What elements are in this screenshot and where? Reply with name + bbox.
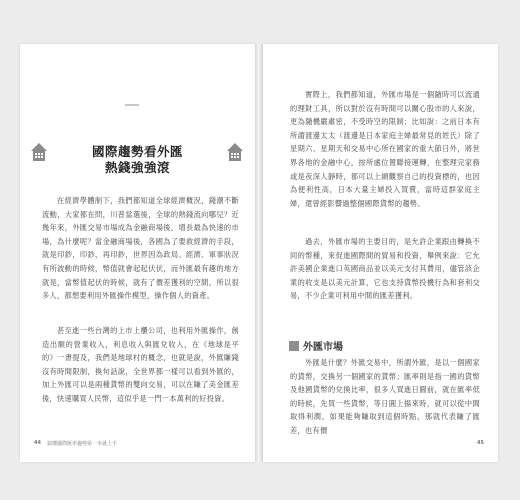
body-paragraph: 甚至進一些台灣的上市上櫃公司，也利用外匯操作，創造出額的營業收入，利息收入與匯兌收入，在《地球是平的》一書提及，我們是地球村的概念，也就是說，外匯賺錢沒有時間限制，換句話說，全世界都一樣可以看到外匯的，加上外匯可以是兩種貨幣的雙向交易，可以在賺了美金匯差後，快速購買人民幣，這似乎是一門一本萬利的好投資。 bbox=[42, 326, 239, 403]
house-icon bbox=[30, 142, 48, 162]
book-title: 搞懂國際匯率趨勢第一本就上手 bbox=[46, 441, 117, 447]
body-paragraph: 過去，外匯市場的主要目的，是允許企業跟由轉換不同的幣種，來促進國際間的貿易和投資，舉例來說：它允許美國企業進口英國商品並以美元支付其費用，儘管該企業的收支是以美元計算，它也支持貨幣投機行為和套利交易，不少企業可利用中間的匯差獲利。 bbox=[290, 237, 480, 301]
page-footer bbox=[34, 440, 117, 447]
section-marker-icon bbox=[289, 341, 299, 351]
body-paragraph: 實際上，我們都知道，外匯市場是一個隨時可以流通的理財工具，所以對於沒有時間可以關心股市的人來說，更為隨機嚴肅密，不受時空的限制；比如說：之前日本有所謂渡邊太太（渡邊是日本家庭主婦最常見的姓氏）除了星期六、星期天和交易中心所在國家的重大節日外，將世界各地的金融中心，按所處位置聯接運轉，在整理完家務或是夜深人靜時，都可以上網觀察自己的投資標的，也因為便利性高，日本大量主婦投入買賣，當時這群家庭主婦，還曾經影響過整個國際貨幣的趨勢。 bbox=[290, 90, 480, 208]
section-heading-text: 外匯市場 bbox=[303, 342, 343, 353]
page-footer bbox=[477, 440, 484, 446]
page-number: 44 bbox=[34, 440, 41, 446]
body-paragraph: 在經濟學體制下，我們都知道全球經濟概況，錢潮不斷流動，大家都在問，川普當選後，全球的熱錢流向哪兒？近幾年來，外匯交易市場成為金融商場後，增長最為快速的市場，為什麼呢？當金融商場後，各國為了要救經濟的手段，就是印鈔，印鈔，再印鈔，世界因為政局、經濟、軍事狀況有所波動的時候，幣值就會起起伏伏，而外匯最有趣的地方就是，當幣值起伏的時候，就有了價差獲利的空間，所以很多人，都想要利用外匯操作模型，操作個人的資產。 bbox=[42, 196, 239, 301]
house-icon bbox=[226, 142, 244, 162]
left-page bbox=[20, 44, 255, 462]
chapter-title-line1: 國際趨勢看外匯 bbox=[91, 144, 183, 159]
chapter-title bbox=[75, 144, 200, 176]
right-page bbox=[263, 44, 498, 462]
chapter-title-line2: 熱錢強強滾 bbox=[104, 160, 170, 175]
section-heading bbox=[289, 338, 343, 353]
body-paragraph: 外匯是什麼？外匯交易中，所謂外匯，是以一個國家的貨幣，交換另一個國家的貨幣；匯率則是指一國的貨幣及他國貨幣的兌換比率，很多人買進日圓前，就在匯率低的時候，先買一些貨幣，等日圓上揚來時，就可以從中間取得利潤，如果能夠賺取到這個時點，那就代表賺了匯差，也有價 bbox=[290, 358, 480, 435]
book-gutter bbox=[255, 44, 263, 462]
page-number: 45 bbox=[477, 440, 484, 446]
running-mark bbox=[125, 104, 139, 106]
